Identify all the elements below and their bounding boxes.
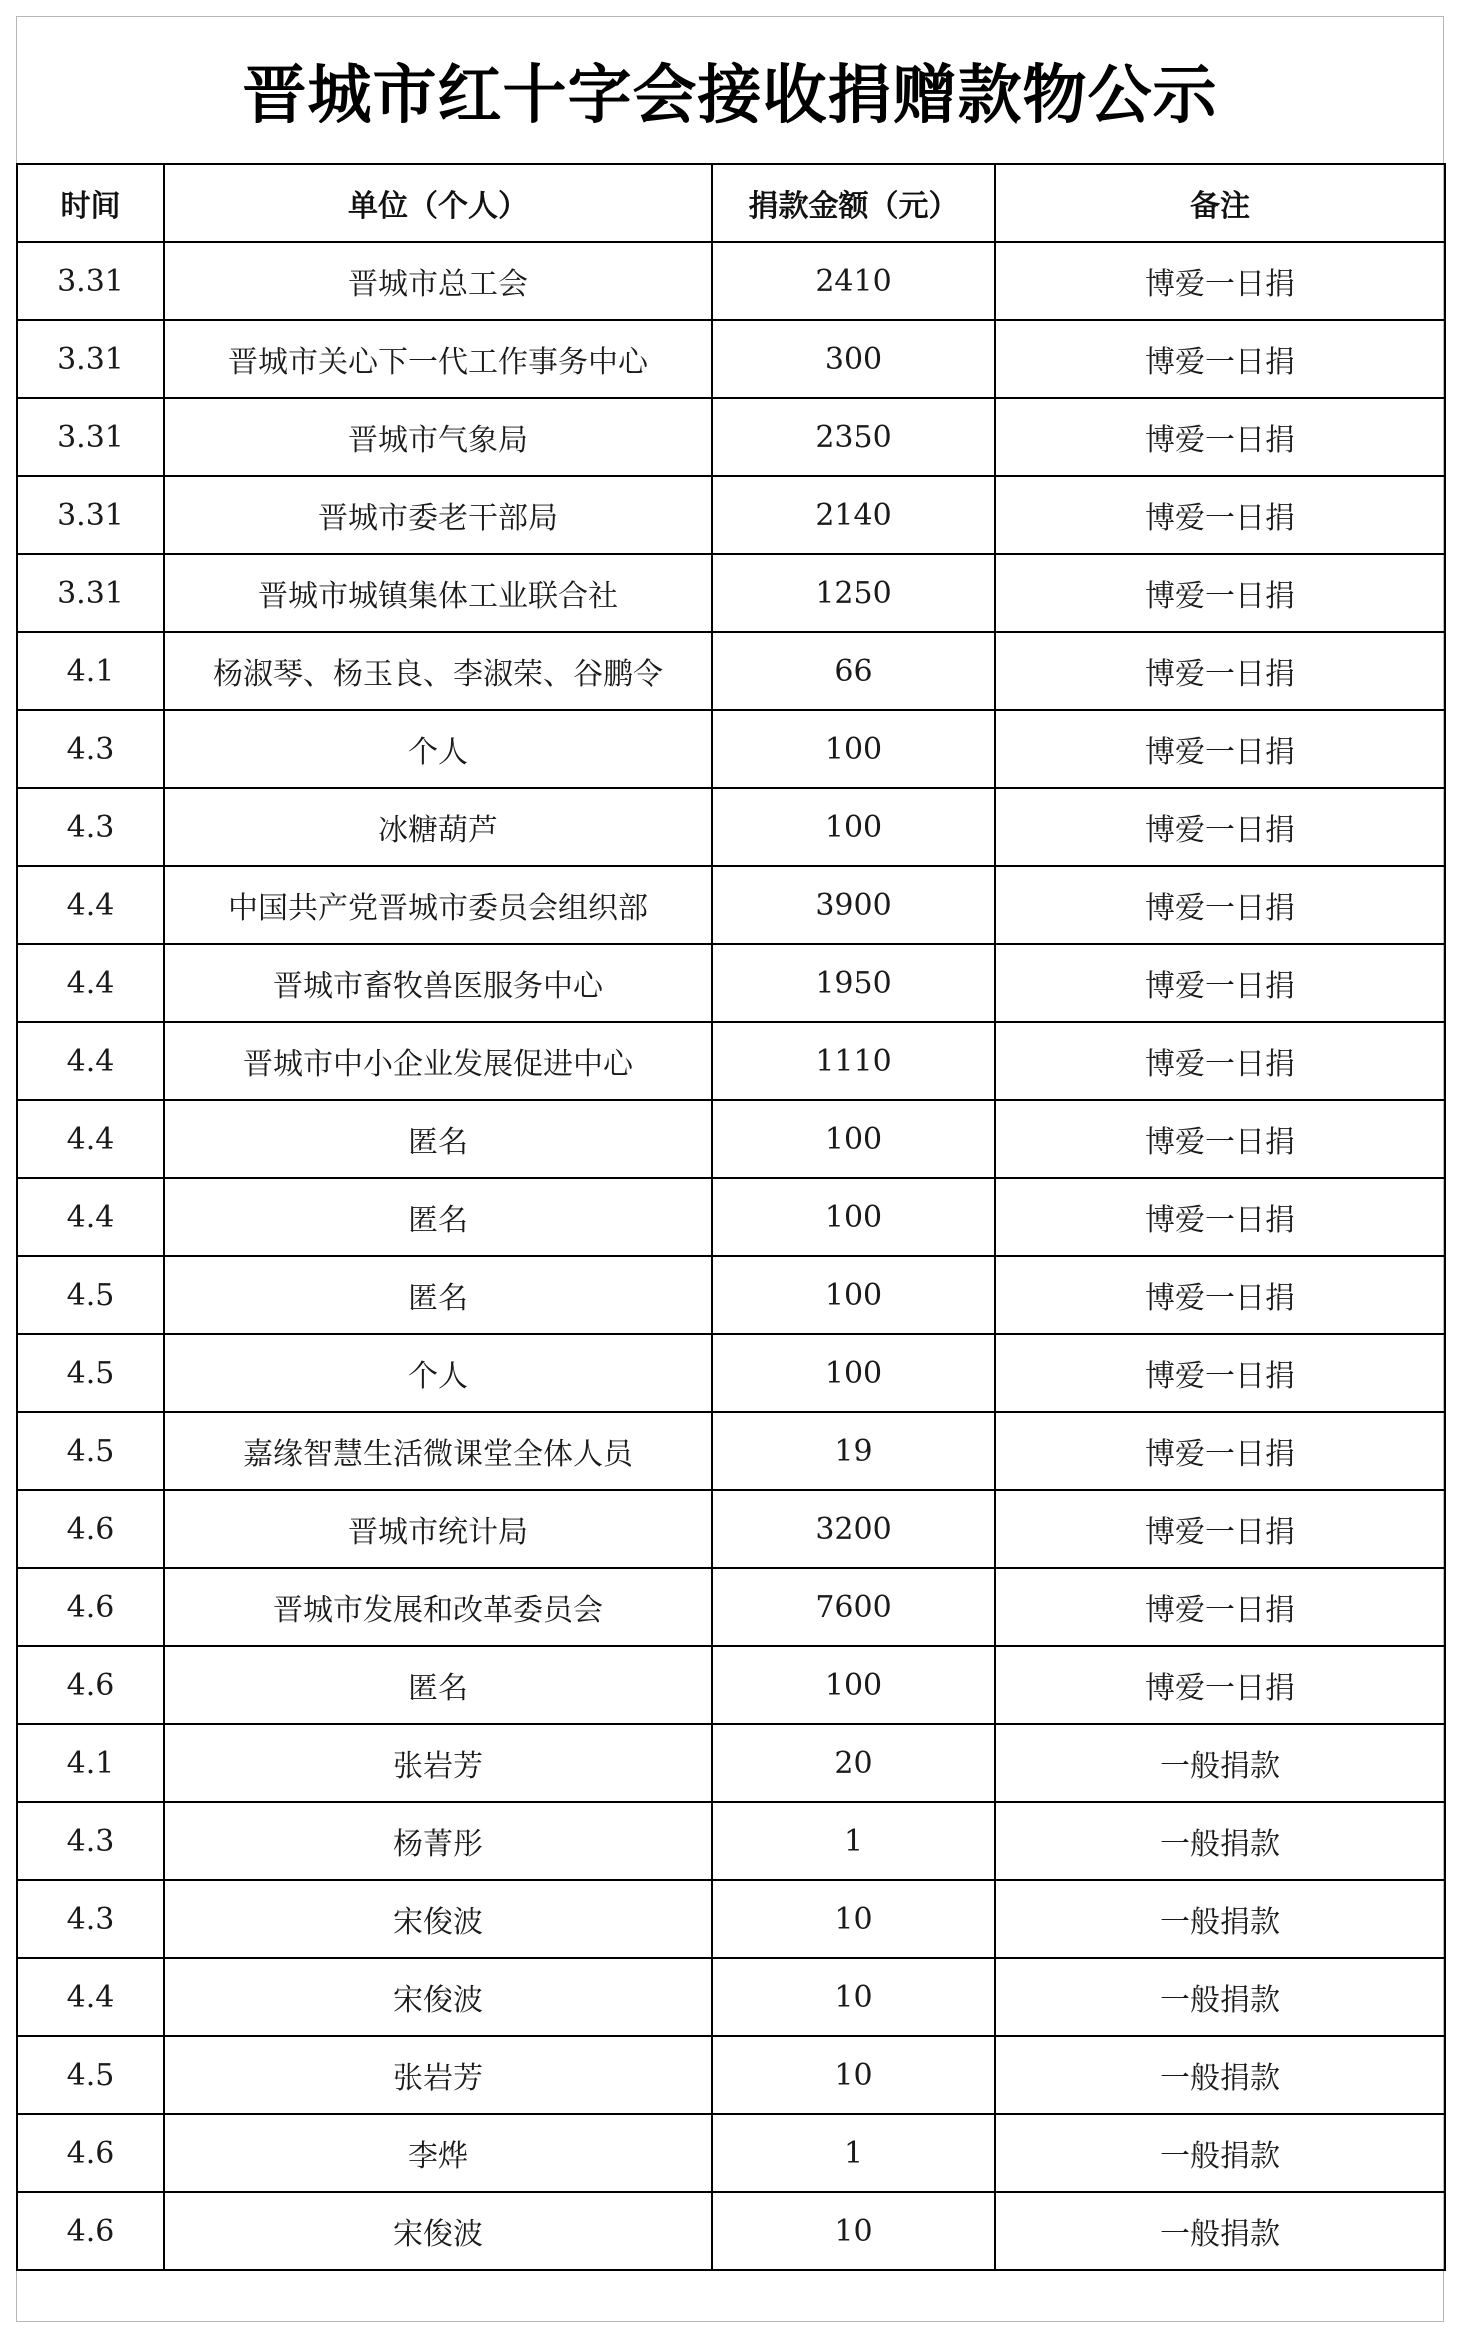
table-row [17, 554, 1445, 632]
cell-time: 4.6 [17, 1490, 164, 1568]
cell-time: 4.6 [17, 2114, 164, 2192]
cell-unit: 宋俊波 [164, 2192, 712, 2270]
cell-remark: 博爱一日捐 [995, 788, 1445, 866]
cell-unit: 杨菁彤 [164, 1802, 712, 1880]
cell-amount: 100 [712, 1178, 995, 1256]
cell-amount: 10 [712, 2036, 995, 2114]
cell-unit: 个人 [164, 710, 712, 788]
table-row [17, 2114, 1445, 2192]
cell-amount: 100 [712, 1256, 995, 1334]
cell-time: 4.3 [17, 1802, 164, 1880]
cell-unit: 宋俊波 [164, 1958, 712, 2036]
cell-remark: 博爱一日捐 [995, 398, 1445, 476]
cell-time: 4.5 [17, 1256, 164, 1334]
cell-amount: 1950 [712, 944, 995, 1022]
cell-unit: 晋城市关心下一代工作事务中心 [164, 320, 712, 398]
cell-amount: 300 [712, 320, 995, 398]
cell-remark: 一般捐款 [995, 2036, 1445, 2114]
cell-unit: 冰糖葫芦 [164, 788, 712, 866]
cell-remark: 博爱一日捐 [995, 710, 1445, 788]
cell-unit: 晋城市城镇集体工业联合社 [164, 554, 712, 632]
cell-amount: 66 [712, 632, 995, 710]
cell-unit: 李烨 [164, 2114, 712, 2192]
cell-unit: 宋俊波 [164, 1880, 712, 1958]
cell-amount: 10 [712, 2192, 995, 2270]
cell-unit: 匿名 [164, 1646, 712, 1724]
cell-amount: 100 [712, 710, 995, 788]
cell-unit: 晋城市畜牧兽医服务中心 [164, 944, 712, 1022]
page-title: 晋城市红十字会接收捐赠款物公示 [242, 58, 1218, 133]
cell-amount: 100 [712, 1100, 995, 1178]
cell-remark: 博爱一日捐 [995, 1178, 1445, 1256]
cell-amount: 10 [712, 1958, 995, 2036]
cell-remark: 一般捐款 [995, 1724, 1445, 1802]
cell-unit: 晋城市委老干部局 [164, 476, 712, 554]
table-row [17, 1100, 1445, 1178]
cell-remark: 博爱一日捐 [995, 632, 1445, 710]
cell-amount: 100 [712, 1646, 995, 1724]
cell-amount: 100 [712, 788, 995, 866]
table-row [17, 476, 1445, 554]
cell-remark: 一般捐款 [995, 1958, 1445, 2036]
table-body [17, 242, 1445, 2270]
cell-unit: 晋城市气象局 [164, 398, 712, 476]
header-time: 时间 [17, 164, 164, 242]
cell-time: 4.4 [17, 1958, 164, 2036]
cell-amount: 10 [712, 1880, 995, 1958]
cell-unit: 匿名 [164, 1100, 712, 1178]
table-row [17, 1256, 1445, 1334]
cell-time: 4.3 [17, 788, 164, 866]
cell-time: 4.1 [17, 1724, 164, 1802]
cell-time: 4.5 [17, 1412, 164, 1490]
cell-amount: 3200 [712, 1490, 995, 1568]
cell-unit: 晋城市中小企业发展促进中心 [164, 1022, 712, 1100]
cell-remark: 博爱一日捐 [995, 1412, 1445, 1490]
cell-unit: 晋城市统计局 [164, 1490, 712, 1568]
cell-remark: 博爱一日捐 [995, 1646, 1445, 1724]
cell-time: 4.5 [17, 2036, 164, 2114]
table-row [17, 1334, 1445, 1412]
cell-amount: 19 [712, 1412, 995, 1490]
table-row [17, 1802, 1445, 1880]
cell-amount: 1110 [712, 1022, 995, 1100]
table-row [17, 2192, 1445, 2270]
table-row [17, 320, 1445, 398]
cell-amount: 3900 [712, 866, 995, 944]
cell-time: 3.31 [17, 476, 164, 554]
cell-remark: 一般捐款 [995, 1802, 1445, 1880]
cell-time: 4.4 [17, 1100, 164, 1178]
donations-table [16, 163, 1446, 2271]
cell-remark: 博爱一日捐 [995, 944, 1445, 1022]
cell-time: 4.6 [17, 2192, 164, 2270]
table-row [17, 710, 1445, 788]
cell-remark: 博爱一日捐 [995, 476, 1445, 554]
cell-time: 3.31 [17, 320, 164, 398]
table-row [17, 2036, 1445, 2114]
cell-remark: 博爱一日捐 [995, 1256, 1445, 1334]
cell-time: 4.4 [17, 866, 164, 944]
cell-time: 4.6 [17, 1646, 164, 1724]
table-row [17, 1178, 1445, 1256]
table-row [17, 1724, 1445, 1802]
header-remark: 备注 [995, 164, 1445, 242]
table-row [17, 398, 1445, 476]
table-row [17, 1646, 1445, 1724]
cell-unit: 杨淑琴、杨玉良、李淑荣、谷鹏令 [164, 632, 712, 710]
table-row [17, 1958, 1445, 2036]
cell-time: 4.1 [17, 632, 164, 710]
table-row [17, 788, 1445, 866]
header-unit: 单位（个人） [164, 164, 712, 242]
table-header-row [17, 164, 1445, 242]
cell-time: 4.3 [17, 1880, 164, 1958]
cell-amount: 2350 [712, 398, 995, 476]
cell-amount: 2140 [712, 476, 995, 554]
cell-amount: 2410 [712, 242, 995, 320]
table-row [17, 866, 1445, 944]
cell-unit: 张岩芳 [164, 2036, 712, 2114]
cell-time: 3.31 [17, 398, 164, 476]
cell-amount: 100 [712, 1334, 995, 1412]
table-row [17, 1022, 1445, 1100]
cell-time: 4.4 [17, 944, 164, 1022]
table-row [17, 1490, 1445, 1568]
header-amount: 捐款金额（元） [712, 164, 995, 242]
cell-time: 3.31 [17, 554, 164, 632]
table-row [17, 944, 1445, 1022]
table-row [17, 1412, 1445, 1490]
cell-amount: 1 [712, 1802, 995, 1880]
cell-remark: 博爱一日捐 [995, 1022, 1445, 1100]
cell-unit: 匿名 [164, 1178, 712, 1256]
cell-unit: 嘉缘智慧生活微课堂全体人员 [164, 1412, 712, 1490]
cell-amount: 1250 [712, 554, 995, 632]
cell-remark: 一般捐款 [995, 2114, 1445, 2192]
table-row [17, 1880, 1445, 1958]
cell-remark: 博爱一日捐 [995, 1490, 1445, 1568]
cell-time: 4.6 [17, 1568, 164, 1646]
cell-amount: 20 [712, 1724, 995, 1802]
cell-time: 3.31 [17, 242, 164, 320]
cell-remark: 博爱一日捐 [995, 866, 1445, 944]
cell-unit: 中国共产党晋城市委员会组织部 [164, 866, 712, 944]
cell-time: 4.4 [17, 1178, 164, 1256]
cell-remark: 博爱一日捐 [995, 320, 1445, 398]
table-row [17, 632, 1445, 710]
cell-remark: 博爱一日捐 [995, 1334, 1445, 1412]
table-row [17, 1568, 1445, 1646]
cell-remark: 博爱一日捐 [995, 1100, 1445, 1178]
cell-remark: 一般捐款 [995, 1880, 1445, 1958]
cell-unit: 张岩芳 [164, 1724, 712, 1802]
cell-amount: 1 [712, 2114, 995, 2192]
cell-unit: 个人 [164, 1334, 712, 1412]
cell-unit: 晋城市总工会 [164, 242, 712, 320]
cell-time: 4.4 [17, 1022, 164, 1100]
cell-unit: 匿名 [164, 1256, 712, 1334]
cell-remark: 一般捐款 [995, 2192, 1445, 2270]
table-row [17, 242, 1445, 320]
cell-time: 4.5 [17, 1334, 164, 1412]
cell-unit: 晋城市发展和改革委员会 [164, 1568, 712, 1646]
cell-remark: 博爱一日捐 [995, 554, 1445, 632]
cell-time: 4.3 [17, 710, 164, 788]
cell-remark: 博爱一日捐 [995, 242, 1445, 320]
cell-remark: 博爱一日捐 [995, 1568, 1445, 1646]
cell-amount: 7600 [712, 1568, 995, 1646]
